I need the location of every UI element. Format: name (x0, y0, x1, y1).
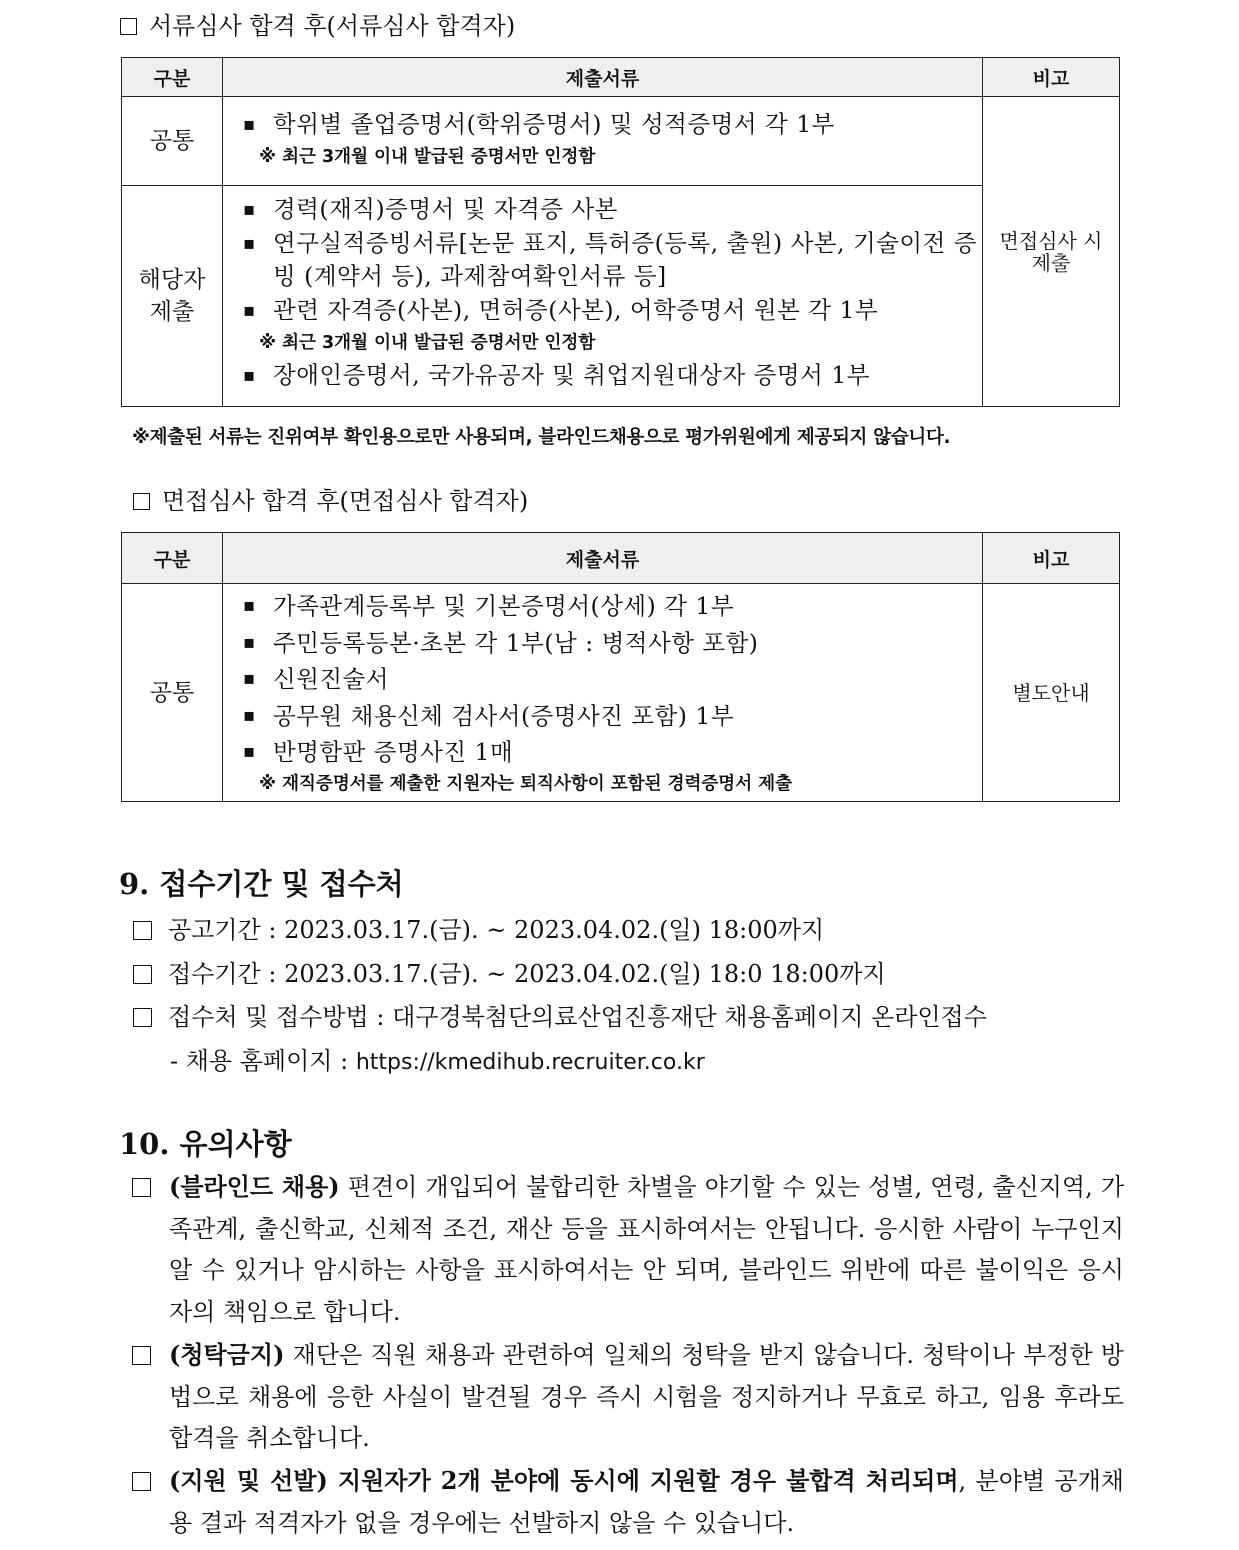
header-note: 비고 (983, 58, 1120, 97)
section9-url-line: - 채용 홈페이지 : https://kmedihub.recruiter.co.kr (170, 1047, 705, 1075)
document-item: ▪ 공무원 채용신체 검사서(증명사진 포함) 1부 (223, 698, 982, 735)
notice-blind-hiring: (블라인드 채용) 편견이 개입되어 불합리한 차별을 야기할 수 있는 성별, 연령, 출신지역, 가족관계, 출신학교, 신체적 조건, 재산 등을 표시하여서는 안됩니다. 응시한 사람이 누구인지 알 수 있거나 암시하는 사항을 표시하여서는 안 되며, 블라인드 위반에 따른 불이익은 응시자의 책임으로 합니다. (132, 1166, 1124, 1333)
remark-note: ※ 최근 3개월 이내 발급된 증명서만 인정함 (259, 147, 596, 167)
section9-line-receipt: 접수기간 : 2023.03.17.(금). ~ 2023.04.02.(일) 18:0 18:00까지 (133, 954, 886, 989)
row-common-category: 공통 (122, 97, 223, 186)
bullet-icon: ▪ (243, 595, 256, 616)
bullet-icon: ▪ (243, 741, 256, 762)
section9-line-announce: 공고기간 : 2023.03.17.(금). ~ 2023.04.02.(일) 18:00까지 (133, 910, 824, 945)
doc-review-note: 면접심사 시 제출 (983, 97, 1120, 407)
remark-note: ※ 재직증명서를 제출한 지원자는 퇴직사항이 포함된 경력증명서 제출 (259, 773, 792, 794)
row-common-documents (223, 97, 983, 186)
interview-documents (223, 584, 983, 802)
document-item: ▪ 주민등록등본·초본 각 1부(남 : 병적사항 포함) (223, 625, 982, 662)
header-category: 구분 (122, 58, 223, 97)
interview-table (121, 532, 1120, 802)
notice-application-selection: (지원 및 선발) 지원자가 2개 분야에 동시에 지원할 경우 불합격 처리되며, 분야별 공개채용 결과 적격자가 없을 경우에는 선발하지 않을 수 있습니다. (132, 1460, 1124, 1544)
disclaimer-text: ※제출된 서류는 진위여부 확인용으로만 사용되며, 블라인드채용으로 평가위원에게 제공되지 않습니다. (132, 427, 951, 448)
document-item: ▪ 장애인증명서, 국가유공자 및 취업지원대상자 증명서 1부 (223, 358, 982, 393)
section9-line-place: 접수처 및 접수방법 : 대구경북첨단의료산업진흥재단 채용홈페이지 온라인접수 (133, 997, 987, 1032)
document-item: ▪ 경력(재직)증명서 및 자격증 사본 (223, 192, 982, 227)
bullet-icon: ▪ (243, 631, 256, 653)
bullet-icon: ▪ (243, 114, 256, 135)
bullet-icon: ▪ (243, 300, 256, 321)
remark-note: ※ 최근 3개월 이내 발급된 증명서만 인정함 (259, 333, 596, 353)
checkbox-icon (133, 921, 152, 940)
homepage-link[interactable]: https://kmedihub.recruiter.co.kr (355, 1050, 705, 1075)
document-item: ▪ 학위별 졸업증명서(학위증명서) 및 성적증명서 각 1부 (223, 107, 982, 142)
checkbox-icon (133, 493, 150, 510)
bullet-icon: ▪ (243, 199, 256, 220)
interview-note: 별도안내 (983, 584, 1120, 802)
document-item: ▪ 연구실적증빙서류[논문 표지, 특허증(등록, 출원) 사본, 기술이전 증빙 (계약서 등), 과제참여확인서류 등] (243, 229, 977, 290)
row-applicable-category: 해당자 제출 (122, 186, 223, 407)
document-item: ▪ 가족관계등록부 및 기본증명서(상세) 각 1부 (223, 588, 982, 625)
header-documents: 제출서류 (223, 533, 983, 584)
section9-title: 9. 접수기간 및 접수처 (119, 867, 404, 901)
bullet-icon: ▪ (243, 365, 256, 386)
bullet-icon: ▪ (243, 704, 256, 726)
doc-review-heading-text: 서류심사 합격 후(서류심사 합격자) (149, 12, 516, 40)
document-item: ▪ 관련 자격증(사본), 면허증(사본), 어학증명서 원본 각 1부 (223, 293, 982, 328)
bullet-icon: ▪ (243, 233, 256, 254)
notice-no-solicitation: (청탁금지) 재단은 직원 채용과 관련하여 일체의 청탁을 받지 않습니다. 청탁이나 부정한 방법으로 채용에 응한 사실이 발견될 경우 즉시 시험을 정지하거나 무효로 하고, 임용 후라도 합격을 취소합니다. (132, 1334, 1124, 1460)
checkbox-icon (120, 18, 137, 35)
section10-title: 10. 유의사항 (119, 1127, 292, 1161)
header-note: 비고 (983, 533, 1120, 584)
checkbox-icon (132, 1472, 151, 1491)
bullet-icon: ▪ (243, 668, 256, 689)
document-item: ▪ 신원진술서 (223, 661, 982, 698)
header-category: 구분 (122, 533, 223, 584)
checkbox-icon (133, 965, 152, 984)
row-applicable-documents (223, 186, 983, 407)
interview-category: 공통 (122, 584, 223, 802)
interview-heading-text: 면접심사 합격 후(면접심사 합격자) (162, 487, 529, 515)
document-item: ▪ 반명함판 증명사진 1매 (223, 734, 982, 771)
checkbox-icon (132, 1346, 151, 1365)
doc-review-heading (120, 11, 515, 41)
header-documents: 제출서류 (223, 58, 983, 97)
interview-heading (133, 486, 528, 516)
checkbox-icon (133, 1008, 152, 1027)
checkbox-icon (132, 1178, 151, 1197)
doc-review-table (121, 57, 1120, 407)
